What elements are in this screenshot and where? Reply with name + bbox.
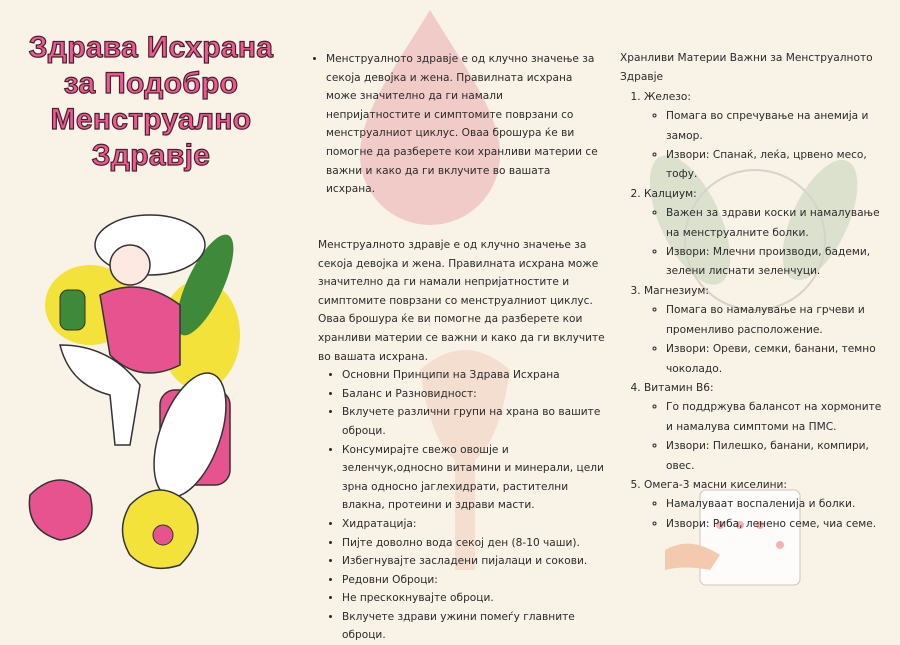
list-item: ◦ Важен за здрави коски и намалување на менструалните болки. <box>666 204 890 243</box>
woman-sleeping-illustration <box>20 195 280 615</box>
intro-bullet: • Менструалното здравје е од клучно значење за секоја девојка и жена. Правилната исхрана може значително да ги намали непријатностите и симптомите поврзани со менструалниот циклус. Оваа брошура ќе ви помогне да разберете кои хранливи материи се важни и како да ги вклучите во вашата исхрана. <box>326 50 600 199</box>
list-item: • Консумирајте свежо овошје и зеленчук,односно витамини и минерали, цели зрна односно јаглехидрати, растителни влакна, протеини и здрави масти. <box>342 441 608 515</box>
list-item: ◦ Извори: Ореви, семки, банани, темно чоколадо. <box>666 340 890 379</box>
nutrients-heading: Хранливи Материи Важни за Менструалното Здравје <box>620 52 873 84</box>
list-item: ◦ Намалуваат воспаленија и болки. <box>666 495 890 514</box>
list-item: • Не прескокнувајте оброци. <box>342 589 608 608</box>
nutrient-name: Магнезиум: <box>644 284 709 297</box>
list-item: ◦ Извори: Риба, ленено семе, чиа семе. <box>666 515 890 534</box>
list-item: ◦ Помага во спречување на анемија и замор. <box>666 107 890 146</box>
list-item: • Вклучете здрави ужини помеѓу главните оброци. <box>342 608 608 645</box>
list-item: ◦ Извори: Млечни производи, бадеми, зелени лиснати зеленчуци. <box>666 243 890 282</box>
list-item: • Хидратација: <box>342 515 608 534</box>
nutrient-item <box>644 185 890 282</box>
intro-section <box>310 50 600 199</box>
list-item: ◦ Помага во намалување на грчеви и променливо расположение. <box>666 301 890 340</box>
nutrient-name: Омега-3 масни киселини: <box>644 478 787 491</box>
nutrients-section <box>620 49 890 534</box>
nutrient-item <box>644 379 890 476</box>
list-item: ◦ Извори: Пилешко, банани, компири, овес. <box>666 437 890 476</box>
nutrient-name: Железо: <box>644 90 691 103</box>
nutrient-item <box>644 282 890 379</box>
principles-section <box>318 236 608 645</box>
nutrient-name: Калциум: <box>644 187 697 200</box>
nutrient-name: Витамин B6: <box>644 381 714 394</box>
list-item: • Основни Принципи на Здрава Исхрана <box>342 366 608 385</box>
list-item: • Редовни Оброци: <box>342 571 608 590</box>
nutrient-item <box>644 476 890 534</box>
list-item: • Избегнувајте засладени пијалаци и сокови. <box>342 552 608 571</box>
nutrient-item <box>644 88 890 185</box>
page-title: Здрава Исхрана за Подобро Менструално Здравје <box>28 31 274 172</box>
intro-paragraph: Менструалното здравје е од клучно значење за секоја девојка и жена. Правилната исхрана може значително да ги намали непријатностите и симптомите поврзани со менструалниот циклус. Оваа брошура ќе ви помогне да разберете кои хранливи материи се важни и како да ги вклучите во вашата исхрана. <box>318 239 605 363</box>
list-item: ◦ Го поддржува балансот на хормоните и намалува симптоми на ПМС. <box>666 398 890 437</box>
list-item: • Вклучете различни групи на храна во вашите оброци. <box>342 403 608 440</box>
list-item: • Баланс и Разновидност: <box>342 385 608 404</box>
list-item: • Пијте доволно вода секој ден (8-10 чаши). <box>342 534 608 553</box>
list-item: ◦ Извори: Спанаќ, леќа, црвено месо, тофу. <box>666 146 890 185</box>
